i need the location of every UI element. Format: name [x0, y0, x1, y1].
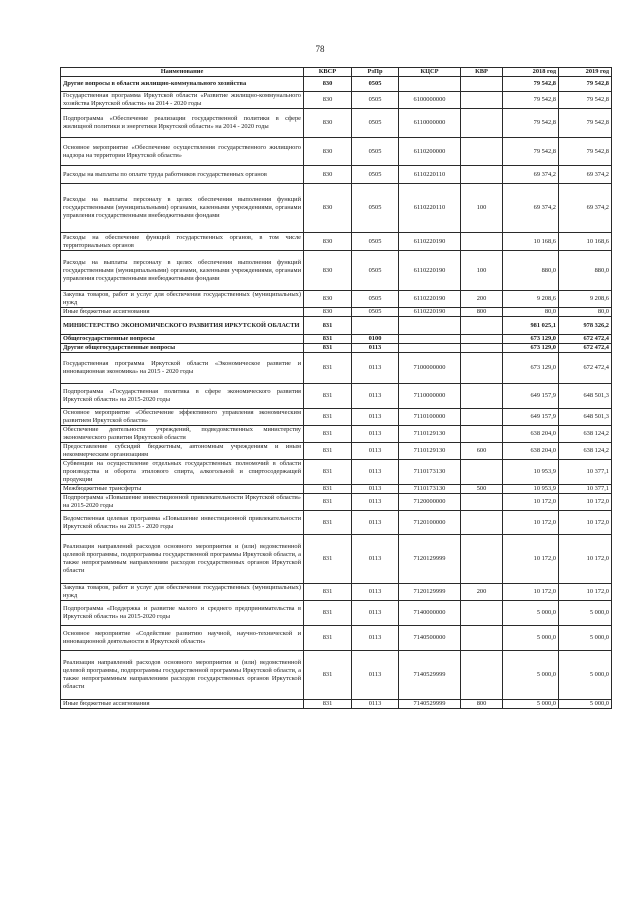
- cell-kvr: [461, 494, 503, 511]
- cell-kcsr: [399, 317, 461, 335]
- cell-kcsr: 6110220190: [399, 291, 461, 308]
- table-row: [61, 92, 612, 109]
- cell-2019: 672 472,4: [559, 335, 612, 344]
- cell-kvsr: 830: [304, 251, 352, 291]
- cell-2019: 10 377,1: [559, 485, 612, 494]
- cell-name: Закупка товаров, работ и услуг для обеспечения государственных (муниципальных) нужд: [61, 291, 304, 308]
- cell-rzpr: 0113: [352, 485, 399, 494]
- table-row: [61, 291, 612, 308]
- table-header-row: [61, 68, 612, 77]
- cell-name: Подпрограмма «Поддержка и развитие малого и среднего предпринимательства в Иркутской области» на 2015-2020 годы: [61, 601, 304, 626]
- column-header-kcsr: КЦСР: [399, 68, 461, 77]
- cell-2018: 10 168,6: [503, 233, 559, 251]
- page-number: 78: [315, 44, 325, 54]
- cell-kcsr: 6110200000: [399, 138, 461, 166]
- cell-kvr: [461, 460, 503, 485]
- cell-2018: 79 542,8: [503, 77, 559, 92]
- cell-kvr: [461, 344, 503, 353]
- cell-kvr: [461, 109, 503, 138]
- cell-kcsr: [399, 77, 461, 92]
- cell-2019: 672 472,4: [559, 353, 612, 384]
- cell-rzpr: 0113: [352, 353, 399, 384]
- cell-2018: 5 000,0: [503, 626, 559, 651]
- cell-kvr: [461, 335, 503, 344]
- table-body: [61, 77, 612, 709]
- cell-rzpr: 0113: [352, 601, 399, 626]
- table-row: [61, 251, 612, 291]
- cell-kvr: [461, 353, 503, 384]
- cell-rzpr: 0505: [352, 166, 399, 184]
- cell-kvr: 200: [461, 584, 503, 601]
- cell-rzpr: [352, 317, 399, 335]
- cell-name: Основное мероприятие «Обеспечение осуществления государственного жилищного надзора на территории Иркутской области»: [61, 138, 304, 166]
- cell-rzpr: 0505: [352, 233, 399, 251]
- cell-rzpr: 0505: [352, 184, 399, 233]
- cell-kvr: [461, 601, 503, 626]
- cell-kcsr: 6110220110: [399, 166, 461, 184]
- cell-name: Расходы на обеспечение функций государственных органов, в том числе территориальных органов: [61, 233, 304, 251]
- cell-2019: 672 472,4: [559, 344, 612, 353]
- cell-name: Реализация направлений расходов основного мероприятия и (или) ведомственной целевой программы, подпрограммы государственной программы Иркутской области, а также непрограммным направлениям расходов государственных органов Иркутской области: [61, 535, 304, 584]
- cell-kvsr: 831: [304, 384, 352, 409]
- cell-2018: 673 129,0: [503, 335, 559, 344]
- cell-kcsr: 7110129130: [399, 443, 461, 460]
- cell-2018: 79 542,8: [503, 109, 559, 138]
- cell-kcsr: 7140000000: [399, 601, 461, 626]
- cell-2018: 5 000,0: [503, 700, 559, 709]
- cell-name: Субвенции на осуществление отдельных государственных полномочий в области производства и оборота этилового спирта, алкогольной и спиртосодержащей продукции: [61, 460, 304, 485]
- cell-rzpr: 0113: [352, 584, 399, 601]
- table-row: [61, 409, 612, 426]
- cell-kvr: 100: [461, 184, 503, 233]
- cell-kvsr: 831: [304, 494, 352, 511]
- cell-2018: 10 953,9: [503, 485, 559, 494]
- cell-rzpr: 0113: [352, 443, 399, 460]
- cell-name: Основное мероприятие «Обеспечение эффективного управления экономическим развитием Иркутской области»: [61, 409, 304, 426]
- cell-2019: 79 542,8: [559, 109, 612, 138]
- cell-name: Общегосударственные вопросы: [61, 335, 304, 344]
- table-row: [61, 426, 612, 443]
- cell-rzpr: 0113: [352, 426, 399, 443]
- cell-rzpr: 0113: [352, 494, 399, 511]
- cell-name: Подпрограмма «Повышение инвестиционной привлекательности Иркутской области» на 2015-2020 годы: [61, 494, 304, 511]
- cell-kvsr: 831: [304, 409, 352, 426]
- cell-kvr: 600: [461, 443, 503, 460]
- cell-2018: 5 000,0: [503, 601, 559, 626]
- budget-table: [60, 67, 612, 709]
- table-row: [61, 77, 612, 92]
- cell-kvsr: 830: [304, 184, 352, 233]
- cell-2018: 5 000,0: [503, 651, 559, 700]
- cell-kvr: [461, 166, 503, 184]
- cell-2019: 880,0: [559, 251, 612, 291]
- table-row: [61, 109, 612, 138]
- cell-name: Расходы на выплаты по оплате труда работников государственных органов: [61, 166, 304, 184]
- cell-kvsr: 831: [304, 535, 352, 584]
- cell-2018: 673 129,0: [503, 344, 559, 353]
- cell-2019: 10 168,6: [559, 233, 612, 251]
- cell-2019: 978 326,2: [559, 317, 612, 335]
- cell-2018: 10 172,0: [503, 494, 559, 511]
- cell-name: Межбюджетные трансферты: [61, 485, 304, 494]
- cell-kvr: [461, 626, 503, 651]
- cell-2019: 10 172,0: [559, 511, 612, 535]
- cell-kvr: [461, 384, 503, 409]
- table-row: [61, 233, 612, 251]
- column-header-rzpr: РзПр: [352, 68, 399, 77]
- cell-kcsr: 6110000000: [399, 109, 461, 138]
- cell-2019: 5 000,0: [559, 651, 612, 700]
- cell-name: Иные бюджетные ассигнования: [61, 700, 304, 709]
- cell-2018: 880,0: [503, 251, 559, 291]
- table-row: [61, 494, 612, 511]
- cell-kvsr: 831: [304, 443, 352, 460]
- cell-rzpr: 0505: [352, 92, 399, 109]
- cell-rzpr: 0113: [352, 651, 399, 700]
- cell-name: Другие общегосударственные вопросы: [61, 344, 304, 353]
- cell-kvsr: 831: [304, 344, 352, 353]
- cell-name: Расходы на выплаты персоналу в целях обеспечения выполнения функций государственными (муниципальными) органами, казенными учреждениями, органами управления государственными внебюджетными фондами: [61, 251, 304, 291]
- cell-name: Иные бюджетные ассигнования: [61, 308, 304, 317]
- cell-name: Подпрограмма «Государственная политика в сфере экономического развития Иркутской области» на 2015-2020 годы: [61, 384, 304, 409]
- table-row: [61, 317, 612, 335]
- cell-name: Реализация направлений расходов основного мероприятия и (или) ведомственной целевой программы, подпрограммы государственной программы Иркутской области, а также непрограммным направлениям расходов государственных органов Иркутской области: [61, 651, 304, 700]
- cell-kvr: 500: [461, 485, 503, 494]
- cell-kvsr: 831: [304, 317, 352, 335]
- cell-kvr: [461, 138, 503, 166]
- cell-kvr: [461, 317, 503, 335]
- cell-kcsr: 7140529999: [399, 700, 461, 709]
- cell-kvsr: 831: [304, 651, 352, 700]
- table-row: [61, 166, 612, 184]
- cell-rzpr: 0505: [352, 291, 399, 308]
- cell-kvsr: 830: [304, 233, 352, 251]
- cell-rzpr: 0113: [352, 511, 399, 535]
- cell-name: Расходы на выплаты персоналу в целях обеспечения выполнения функций государственными (муниципальными) органами, казенными учреждениями, органами управления государственными внебюджетными фондами: [61, 184, 304, 233]
- cell-kvr: [461, 535, 503, 584]
- cell-2018: 10 953,9: [503, 460, 559, 485]
- cell-name: Основное мероприятие «Содействие развитию научной, научно-технической и инновационной деятельности в Иркутской области»: [61, 626, 304, 651]
- cell-kvsr: 830: [304, 138, 352, 166]
- table-row: [61, 443, 612, 460]
- cell-kvsr: 831: [304, 335, 352, 344]
- cell-2019: 5 000,0: [559, 626, 612, 651]
- cell-rzpr: 0113: [352, 409, 399, 426]
- cell-2018: 80,0: [503, 308, 559, 317]
- cell-kvsr: 830: [304, 109, 352, 138]
- cell-2018: 649 157,9: [503, 409, 559, 426]
- cell-2019: 10 377,1: [559, 460, 612, 485]
- cell-2019: 69 374,2: [559, 166, 612, 184]
- column-header-2018: 2018 год: [503, 68, 559, 77]
- cell-name: Ведомственная целевая программа «Повышение инвестиционной привлекательности Иркутской области» на 2015 - 2020 годы: [61, 511, 304, 535]
- cell-rzpr: 0113: [352, 344, 399, 353]
- cell-kvsr: 830: [304, 77, 352, 92]
- cell-name: Другие вопросы в области жилищно-коммунального хозяйства: [61, 77, 304, 92]
- cell-kvr: 800: [461, 308, 503, 317]
- table-row: [61, 353, 612, 384]
- cell-name: Закупка товаров, работ и услуг для обеспечения государственных (муниципальных) нужд: [61, 584, 304, 601]
- cell-kcsr: 7120100000: [399, 511, 461, 535]
- column-header-kvr: КВР: [461, 68, 503, 77]
- table-row: [61, 535, 612, 584]
- table-row: [61, 511, 612, 535]
- cell-kcsr: 7110000000: [399, 384, 461, 409]
- cell-kcsr: 7100000000: [399, 353, 461, 384]
- cell-2018: 69 374,2: [503, 166, 559, 184]
- cell-2018: 673 129,0: [503, 353, 559, 384]
- cell-2019: 79 542,8: [559, 92, 612, 109]
- cell-kvsr: 831: [304, 626, 352, 651]
- cell-kcsr: 7140500000: [399, 626, 461, 651]
- cell-kvr: 200: [461, 291, 503, 308]
- cell-rzpr: 0505: [352, 251, 399, 291]
- cell-2019: 79 542,8: [559, 138, 612, 166]
- cell-2018: 79 542,8: [503, 92, 559, 109]
- cell-2018: 10 172,0: [503, 584, 559, 601]
- cell-kvsr: 830: [304, 308, 352, 317]
- cell-name: Подпрограмма «Обеспечение реализации государственной политики в сфере жилищной политики и энергетики Иркутской области» на 2014 - 2020 годы: [61, 109, 304, 138]
- cell-2019: 69 374,2: [559, 184, 612, 233]
- cell-rzpr: 0113: [352, 535, 399, 584]
- table-row: [61, 308, 612, 317]
- cell-name: Обеспечение деятельности учреждений, подведомственных министерству экономического развития Иркутской области: [61, 426, 304, 443]
- cell-kcsr: 6100000000: [399, 92, 461, 109]
- cell-rzpr: 0505: [352, 138, 399, 166]
- cell-kvsr: 831: [304, 485, 352, 494]
- cell-kvr: [461, 409, 503, 426]
- cell-rzpr: 0505: [352, 308, 399, 317]
- cell-2019: 648 501,3: [559, 384, 612, 409]
- cell-2019: 79 542,8: [559, 77, 612, 92]
- cell-kvr: [461, 426, 503, 443]
- table-row: [61, 344, 612, 353]
- table-row: [61, 700, 612, 709]
- cell-2019: 5 000,0: [559, 700, 612, 709]
- cell-rzpr: 0505: [352, 109, 399, 138]
- cell-kcsr: 7120000000: [399, 494, 461, 511]
- cell-2018: 79 542,8: [503, 138, 559, 166]
- cell-2018: 649 157,9: [503, 384, 559, 409]
- cell-2019: 10 172,0: [559, 535, 612, 584]
- cell-2019: 638 124,2: [559, 426, 612, 443]
- cell-kcsr: [399, 344, 461, 353]
- cell-2018: 69 374,2: [503, 184, 559, 233]
- table-row: [61, 384, 612, 409]
- cell-name: Государственная программа Иркутской области «Развитие жилищно-коммунального хозяйства Иркутской области» на 2014 - 2020 годы: [61, 92, 304, 109]
- cell-kvsr: 830: [304, 166, 352, 184]
- cell-2019: 80,0: [559, 308, 612, 317]
- cell-kvsr: 831: [304, 426, 352, 443]
- cell-kvsr: 831: [304, 353, 352, 384]
- cell-kvr: [461, 511, 503, 535]
- cell-kvsr: 830: [304, 92, 352, 109]
- cell-kvr: [461, 233, 503, 251]
- cell-kvsr: 830: [304, 291, 352, 308]
- cell-rzpr: 0113: [352, 700, 399, 709]
- table-row: [61, 651, 612, 700]
- cell-kvr: 100: [461, 251, 503, 291]
- cell-kcsr: 6110220190: [399, 233, 461, 251]
- table-row: [61, 184, 612, 233]
- table-row: [61, 601, 612, 626]
- cell-kvsr: 831: [304, 601, 352, 626]
- cell-2018: 9 208,6: [503, 291, 559, 308]
- cell-kcsr: 7120129999: [399, 535, 461, 584]
- cell-name: Государственная программа Иркутской области «Экономическое развитие и инновационная экономика» на 2015 - 2020 годы: [61, 353, 304, 384]
- cell-name: Предоставление субсидий бюджетным, автономным учреждениям и иным некоммерческим организациям: [61, 443, 304, 460]
- cell-2018: 981 025,1: [503, 317, 559, 335]
- cell-kcsr: 7110173130: [399, 485, 461, 494]
- cell-kvsr: 831: [304, 460, 352, 485]
- cell-2019: 648 501,3: [559, 409, 612, 426]
- cell-2019: 5 000,0: [559, 601, 612, 626]
- cell-2019: 10 172,0: [559, 584, 612, 601]
- table-row: [61, 584, 612, 601]
- cell-kcsr: 6110220190: [399, 308, 461, 317]
- cell-kcsr: 6110220190: [399, 251, 461, 291]
- table-row: [61, 335, 612, 344]
- cell-kcsr: 7110100000: [399, 409, 461, 426]
- cell-2018: 10 172,0: [503, 511, 559, 535]
- table-row: [61, 485, 612, 494]
- cell-2018: 638 204,0: [503, 426, 559, 443]
- column-header-2019: 2019 год: [559, 68, 612, 77]
- cell-kcsr: 7110173130: [399, 460, 461, 485]
- cell-name: МИНИСТЕРСТВО ЭКОНОМИЧЕСКОГО РАЗВИТИЯ ИРКУТСКОЙ ОБЛАСТИ: [61, 317, 304, 335]
- cell-kcsr: 6110220110: [399, 184, 461, 233]
- column-header-name: Наименование: [61, 68, 304, 77]
- cell-2019: 9 208,6: [559, 291, 612, 308]
- cell-kcsr: 7110129130: [399, 426, 461, 443]
- cell-kvr: [461, 92, 503, 109]
- cell-kvsr: 831: [304, 511, 352, 535]
- cell-rzpr: 0113: [352, 384, 399, 409]
- cell-2019: 10 172,0: [559, 494, 612, 511]
- table-row: [61, 138, 612, 166]
- cell-kvr: 800: [461, 700, 503, 709]
- table-row: [61, 460, 612, 485]
- cell-kcsr: 7140529999: [399, 651, 461, 700]
- cell-kcsr: 7120129999: [399, 584, 461, 601]
- cell-kvr: [461, 651, 503, 700]
- cell-rzpr: 0113: [352, 460, 399, 485]
- cell-rzpr: 0113: [352, 626, 399, 651]
- cell-rzpr: 0505: [352, 77, 399, 92]
- cell-kvsr: 831: [304, 700, 352, 709]
- cell-kvr: [461, 77, 503, 92]
- cell-kcsr: [399, 335, 461, 344]
- cell-rzpr: 0100: [352, 335, 399, 344]
- table-row: [61, 626, 612, 651]
- cell-2018: 10 172,0: [503, 535, 559, 584]
- cell-kvsr: 831: [304, 584, 352, 601]
- cell-2019: 638 124,2: [559, 443, 612, 460]
- column-header-kvsr: КВСР: [304, 68, 352, 77]
- cell-2018: 638 204,0: [503, 443, 559, 460]
